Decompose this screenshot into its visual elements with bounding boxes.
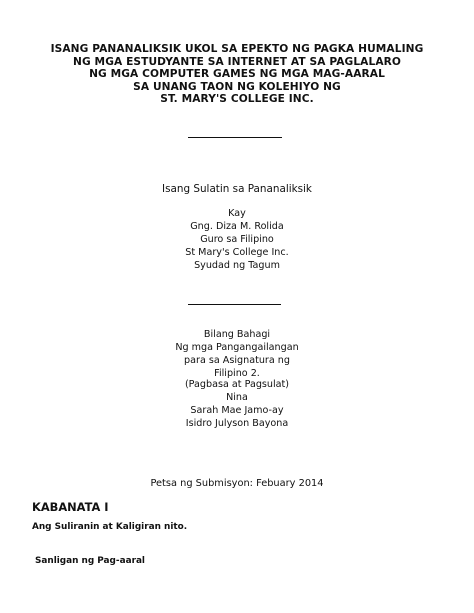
author-name: Sarah Mae Jamo-ay <box>190 405 284 416</box>
section-heading: Sanligan ng Pag-aaral <box>35 556 145 566</box>
purpose-line: Ng mga Pangangailangan <box>175 342 299 353</box>
advisor-line: Kay <box>228 208 246 219</box>
title-line: NG MGA COMPUTER GAMES NG MGA MAG-AARAL <box>89 68 385 81</box>
purpose-line: Bilang Bahagi <box>203 329 271 340</box>
advisor-block <box>0 207 474 272</box>
submission-date: Petsa ng Submisyon: Febuary 2014 <box>150 478 324 489</box>
authors-block <box>0 378 474 430</box>
title-line: SA UNANG TAON NG KOLEHIYO NG <box>133 80 341 93</box>
purpose-line: para sa Asignatura ng <box>184 355 290 366</box>
advisor-name: Gng. Diza M. Rolida <box>190 221 284 232</box>
chapter-heading: KABANATA I <box>32 500 109 514</box>
title-line: ISANG PANANALIKSIK UKOL SA EPEKTO NG PAGKA HUMALING <box>50 43 424 55</box>
subject-line: (Pagbasa at Pagsulat) <box>184 379 290 390</box>
title-line: NG MGA ESTUDYANTE SA INTERNET AT SA PAGLALARO <box>73 55 401 68</box>
title-line: ST. MARY'S COLLEGE INC. <box>160 93 314 106</box>
purpose-line: Filipino 2. <box>214 368 260 379</box>
separator-line <box>188 137 282 138</box>
separator-line <box>188 304 281 305</box>
advisor-line: Guro sa Filipino <box>200 234 274 245</box>
purpose-block <box>0 328 474 380</box>
section-heading: Ang Suliranin at Kaligiran nito. <box>32 522 188 532</box>
author-name: Isidro Julyson Bayona <box>185 418 289 429</box>
document-subtitle: Isang Sulatin sa Pananaliksik <box>162 183 312 195</box>
advisor-line: St Mary's College Inc. <box>185 247 289 258</box>
advisor-line: Syudad ng Tagum <box>194 260 280 271</box>
authors-label: Nina <box>226 392 248 403</box>
thesis-title <box>0 43 474 106</box>
